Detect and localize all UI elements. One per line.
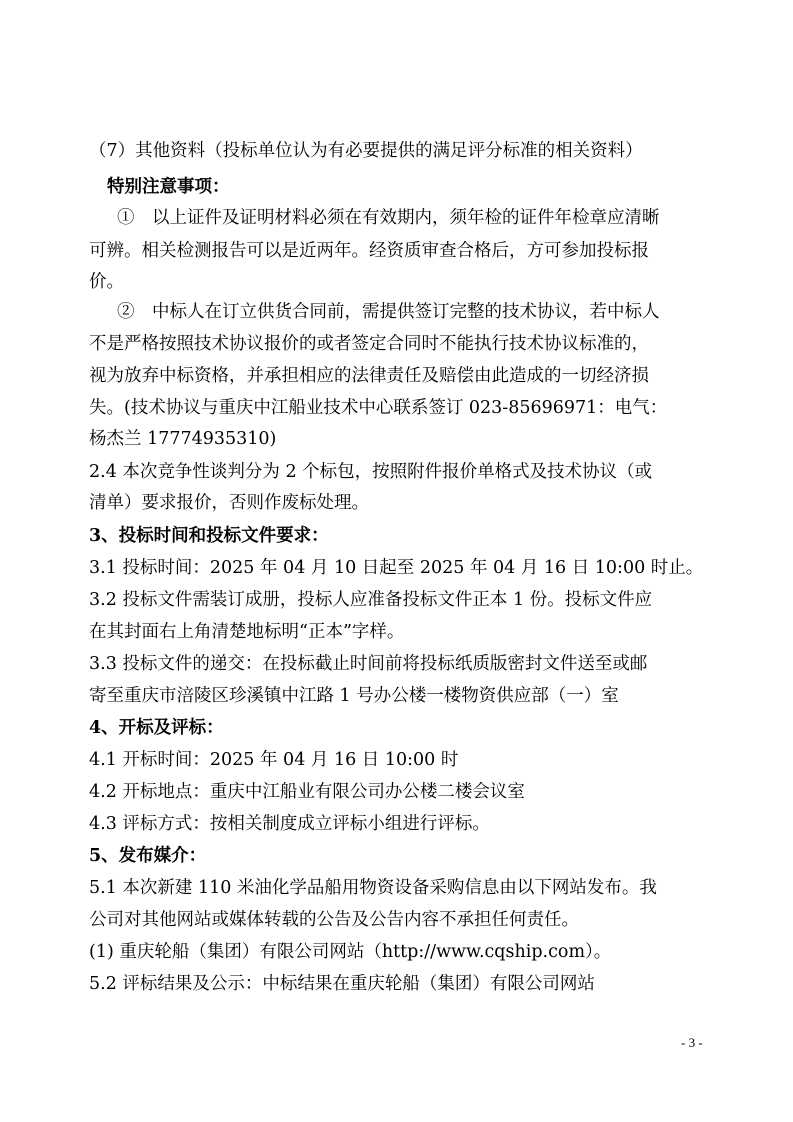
heading-section-4: 4、开标及评标： [89,718,224,738]
heading-section-5: 5、发布媒介： [89,846,207,866]
text-line-5-1: 5.1 本次新建 110 米油化学品船用物资设备采购信息由以下网站发布。我 [89,878,657,898]
text-line-3-2: 3.2 投标文件需装订成册，投标人应准备投标文件正本 1 份。投标文件应 [89,590,653,610]
text-line-5-2: 5.2 评标结果及公示：中标结果在重庆轮船（集团）有限公司网站 [89,974,595,994]
text-line-other-materials: （7）其他资料（投标单位认为有必要提供的满足评分标准的相关资料） [89,141,643,161]
text-line: 不是严格按照技术协议报价的或者签定合同时不能执行技术协议标准的， [89,334,649,354]
text-line-note2: ② 中标人在订立供货合同前，需提供签订完整的技术协议，若中标人 [117,302,660,322]
text-line: 失。(技术协议与重庆中江船业技术中心联系签订 023-85696971：电气： [89,398,668,418]
text-line: 视为放弃中标资格，并承担相应的法律责任及赔偿由此造成的一切经济损 [89,366,649,386]
text-line: 寄至重庆市涪陵区珍溪镇中江路 1 号办公楼一楼物资供应部（一）室 [89,686,619,706]
text-line: 在其封面右上角清楚地标明“正本”字样。 [89,622,405,642]
text-line-4-2: 4.2 开标地点：重庆中江船业有限公司办公楼二楼会议室 [89,782,525,802]
text-line-website: (1) 重庆轮船（集团）有限公司网站（http://www.cqship.com）。 [89,942,612,962]
text-line-3-1: 3.1 投标时间：2025 年 04 月 10 日起至 2025 年 04 月 16 日 10:00 时止。 [89,558,704,578]
text-line-2-4: 2.4 本次竞争性谈判分为 2 个标包，按照附件报价单格式及技术协议（或 [89,462,653,482]
text-line-note1: ① 以上证件及证明材料必须在有效期内，须年检的证件年检章应清晰 [117,208,660,228]
page-number: - 3 - [681,1035,703,1050]
heading-special-notes: 特别注意事项： [107,177,230,197]
text-line: 清单）要求报价，否则作废标处理。 [89,493,369,513]
text-line: 可辨。相关检测报告可以是近两年。经资质审查合格后，方可参加投标报 [89,241,649,261]
text-line: 公司对其他网站或媒体转载的公告及公告内容不承担任何责任。 [89,910,579,930]
text-line-3-3: 3.3 投标文件的递交：在投标截止时间前将投标纸质版密封文件送至或邮 [89,654,648,674]
text-line-4-3: 4.3 评标方式：按相关制度成立评标小组进行评标。 [89,814,490,834]
heading-section-3: 3、投标时间和投标文件要求： [89,526,329,546]
text-line-4-1: 4.1 开标时间：2025 年 04 月 16 日 10:00 时 [89,750,459,770]
text-line: 杨杰兰 17774935310) [89,429,277,449]
text-line: 价。 [89,272,124,292]
